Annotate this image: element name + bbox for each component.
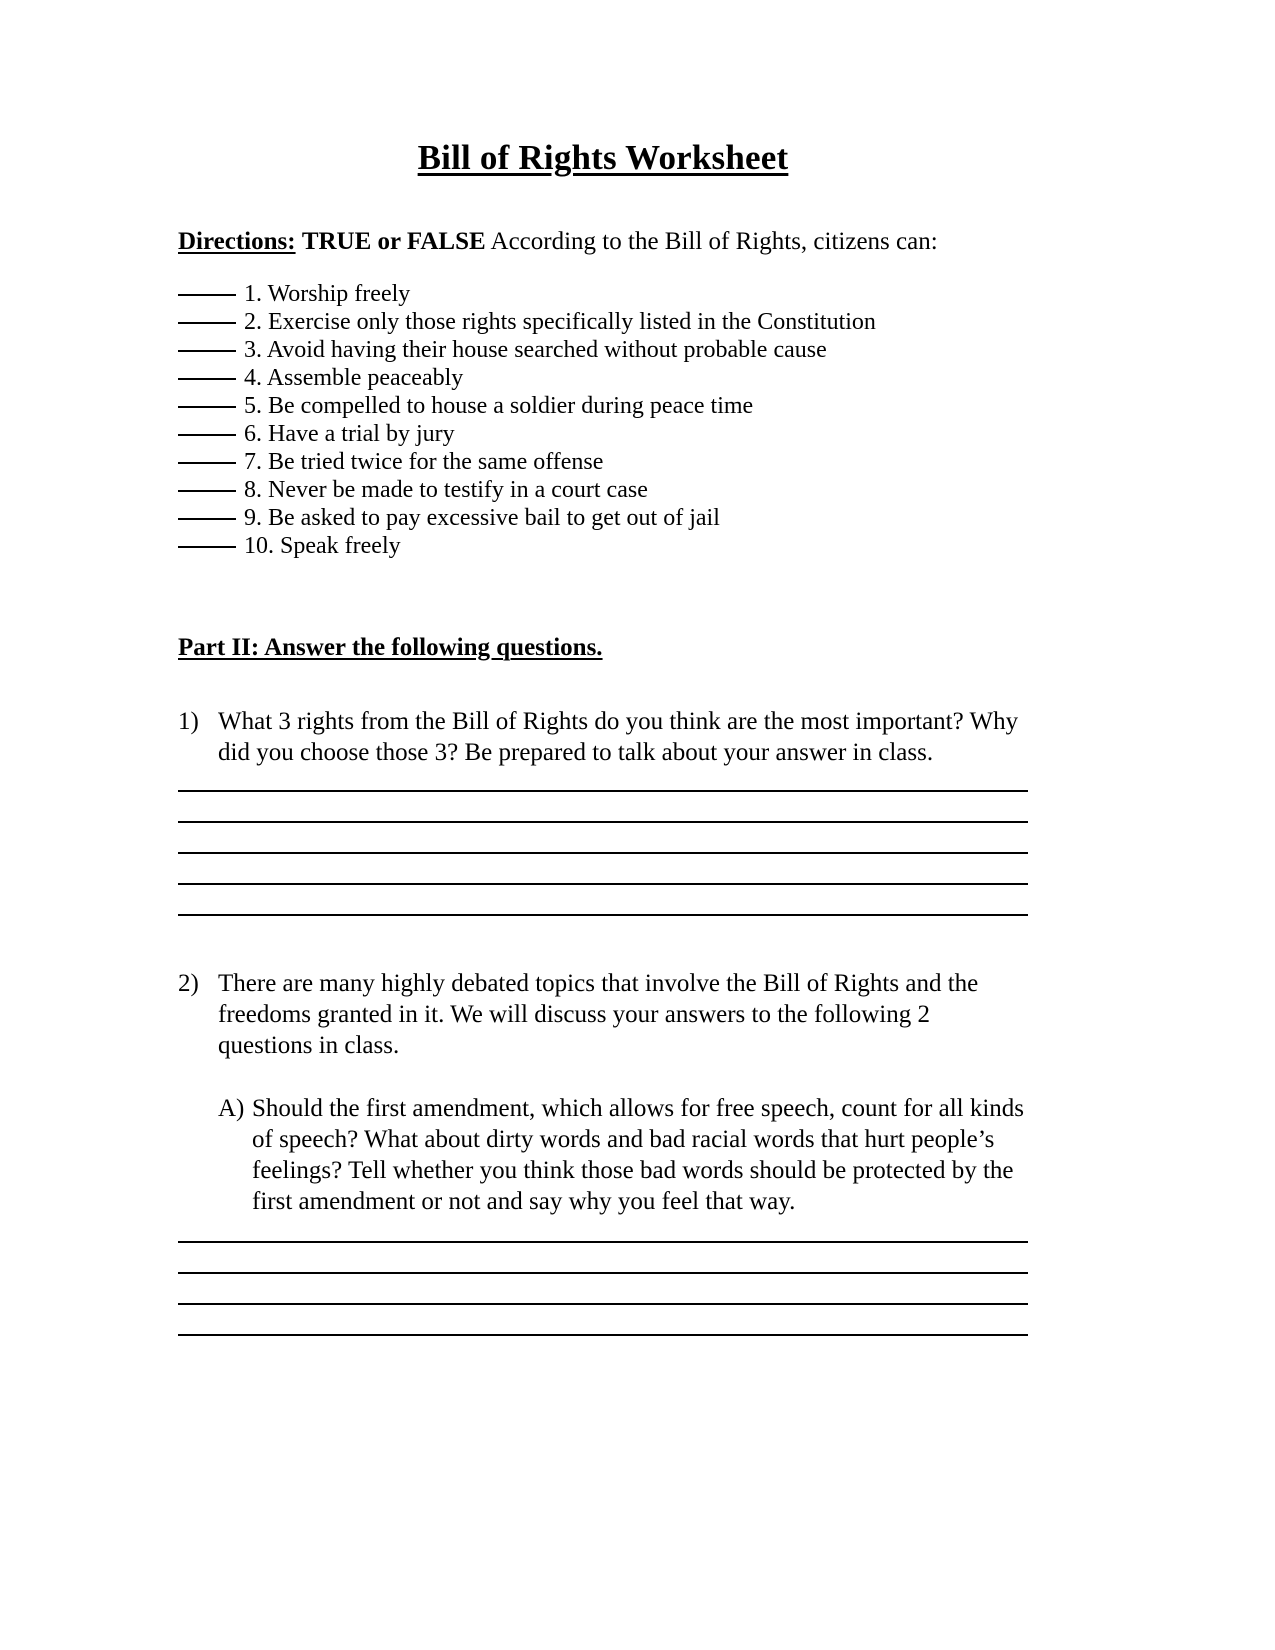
item-number: 3. bbox=[244, 336, 262, 363]
page-title bbox=[178, 0, 1028, 178]
directions-prompt: According to the Bill of Rights, citizens can: bbox=[490, 228, 938, 256]
item-text: Worship freely bbox=[267, 280, 411, 307]
list-item bbox=[178, 364, 1028, 392]
answer-blank[interactable] bbox=[178, 462, 236, 464]
item-text: Speak freely bbox=[280, 532, 401, 559]
list-item bbox=[178, 308, 1028, 336]
item-number: 10. bbox=[244, 532, 274, 559]
answer-line[interactable] bbox=[178, 1303, 1028, 1305]
list-item bbox=[178, 392, 1028, 420]
item-text: Be compelled to house a soldier during peace time bbox=[268, 392, 754, 419]
part-two-heading: Part II: Answer the following questions. bbox=[178, 633, 603, 661]
item-text: Exercise only those rights specifically listed in the Constitution bbox=[268, 308, 876, 335]
list-item bbox=[178, 420, 1028, 448]
answer-line[interactable] bbox=[178, 821, 1028, 823]
question-2a-answer-lines bbox=[178, 1241, 1028, 1336]
list-item bbox=[178, 336, 1028, 364]
item-number: 1. bbox=[244, 280, 262, 307]
page-title-text: Bill of Rights Worksheet bbox=[417, 138, 789, 177]
answer-blank[interactable] bbox=[178, 294, 236, 296]
directions-line bbox=[178, 226, 1028, 257]
question-2-marker: 2) bbox=[178, 969, 199, 997]
item-number: 5. bbox=[244, 392, 262, 419]
question-2a-text: Should the first amendment, which allows for free speech, count for all kinds of speech? What about dirty words and bad racial words that hurt people’s feelings? Tell whether you think those bad words should be protected by the first amendment or not and say why you feel that way. bbox=[252, 1094, 1025, 1215]
question-2-text-wrap bbox=[218, 968, 1028, 1061]
answer-blank[interactable] bbox=[178, 546, 236, 548]
item-number: 2. bbox=[244, 308, 262, 335]
item-number: 8. bbox=[244, 476, 262, 503]
item-number: 9. bbox=[244, 504, 262, 531]
answer-blank[interactable] bbox=[178, 350, 236, 352]
item-number: 6. bbox=[244, 420, 262, 447]
item-text: Assemble peaceably bbox=[266, 364, 464, 391]
list-item bbox=[178, 532, 1028, 560]
question-2a-marker: A) bbox=[218, 1094, 245, 1122]
question-2a-text-wrap bbox=[252, 1093, 1028, 1217]
question-2 bbox=[178, 968, 1028, 1061]
true-false-list bbox=[178, 280, 1028, 560]
question-2-text: There are many highly debated topics that involve the Bill of Rights and the freedoms granted in it. We will discuss your answers to the following 2 questions in class. bbox=[218, 969, 979, 1059]
directions-label: Directions: bbox=[178, 228, 296, 256]
directions-true-false: TRUE or FALSE bbox=[301, 228, 486, 256]
question-1-text: What 3 rights from the Bill of Rights do you think are the most important? Why did you choose those 3? Be prepared to talk about your answer in class. bbox=[218, 707, 1019, 766]
answer-blank[interactable] bbox=[178, 434, 236, 436]
list-item bbox=[178, 476, 1028, 504]
item-text: Be tried twice for the same offense bbox=[268, 448, 604, 475]
item-text: Avoid having their house searched without probable cause bbox=[266, 336, 827, 363]
answer-blank[interactable] bbox=[178, 322, 236, 324]
question-2a bbox=[218, 1093, 1028, 1217]
item-number: 4. bbox=[244, 364, 262, 391]
answer-blank[interactable] bbox=[178, 406, 236, 408]
answer-line[interactable] bbox=[178, 790, 1028, 792]
item-text: Never be made to testify in a court case bbox=[268, 476, 648, 503]
item-text: Be asked to pay excessive bail to get out of jail bbox=[268, 504, 720, 531]
answer-blank[interactable] bbox=[178, 490, 236, 492]
answer-blank[interactable] bbox=[178, 518, 236, 520]
list-item bbox=[178, 280, 1028, 308]
answer-line[interactable] bbox=[178, 914, 1028, 916]
answer-line[interactable] bbox=[178, 1241, 1028, 1243]
question-1-text-wrap bbox=[218, 706, 1028, 768]
list-item bbox=[178, 504, 1028, 532]
question-1 bbox=[178, 706, 1028, 768]
item-number: 7. bbox=[244, 448, 262, 475]
answer-line[interactable] bbox=[178, 852, 1028, 854]
question-1-answer-lines bbox=[178, 790, 1028, 916]
answer-line[interactable] bbox=[178, 883, 1028, 885]
answer-line[interactable] bbox=[178, 1334, 1028, 1336]
question-1-marker: 1) bbox=[178, 707, 199, 735]
worksheet-content bbox=[178, 0, 1028, 1336]
item-text: Have a trial by jury bbox=[268, 420, 455, 447]
answer-line[interactable] bbox=[178, 1272, 1028, 1274]
list-item bbox=[178, 448, 1028, 476]
part-two-section bbox=[178, 576, 1028, 662]
answer-blank[interactable] bbox=[178, 378, 236, 380]
